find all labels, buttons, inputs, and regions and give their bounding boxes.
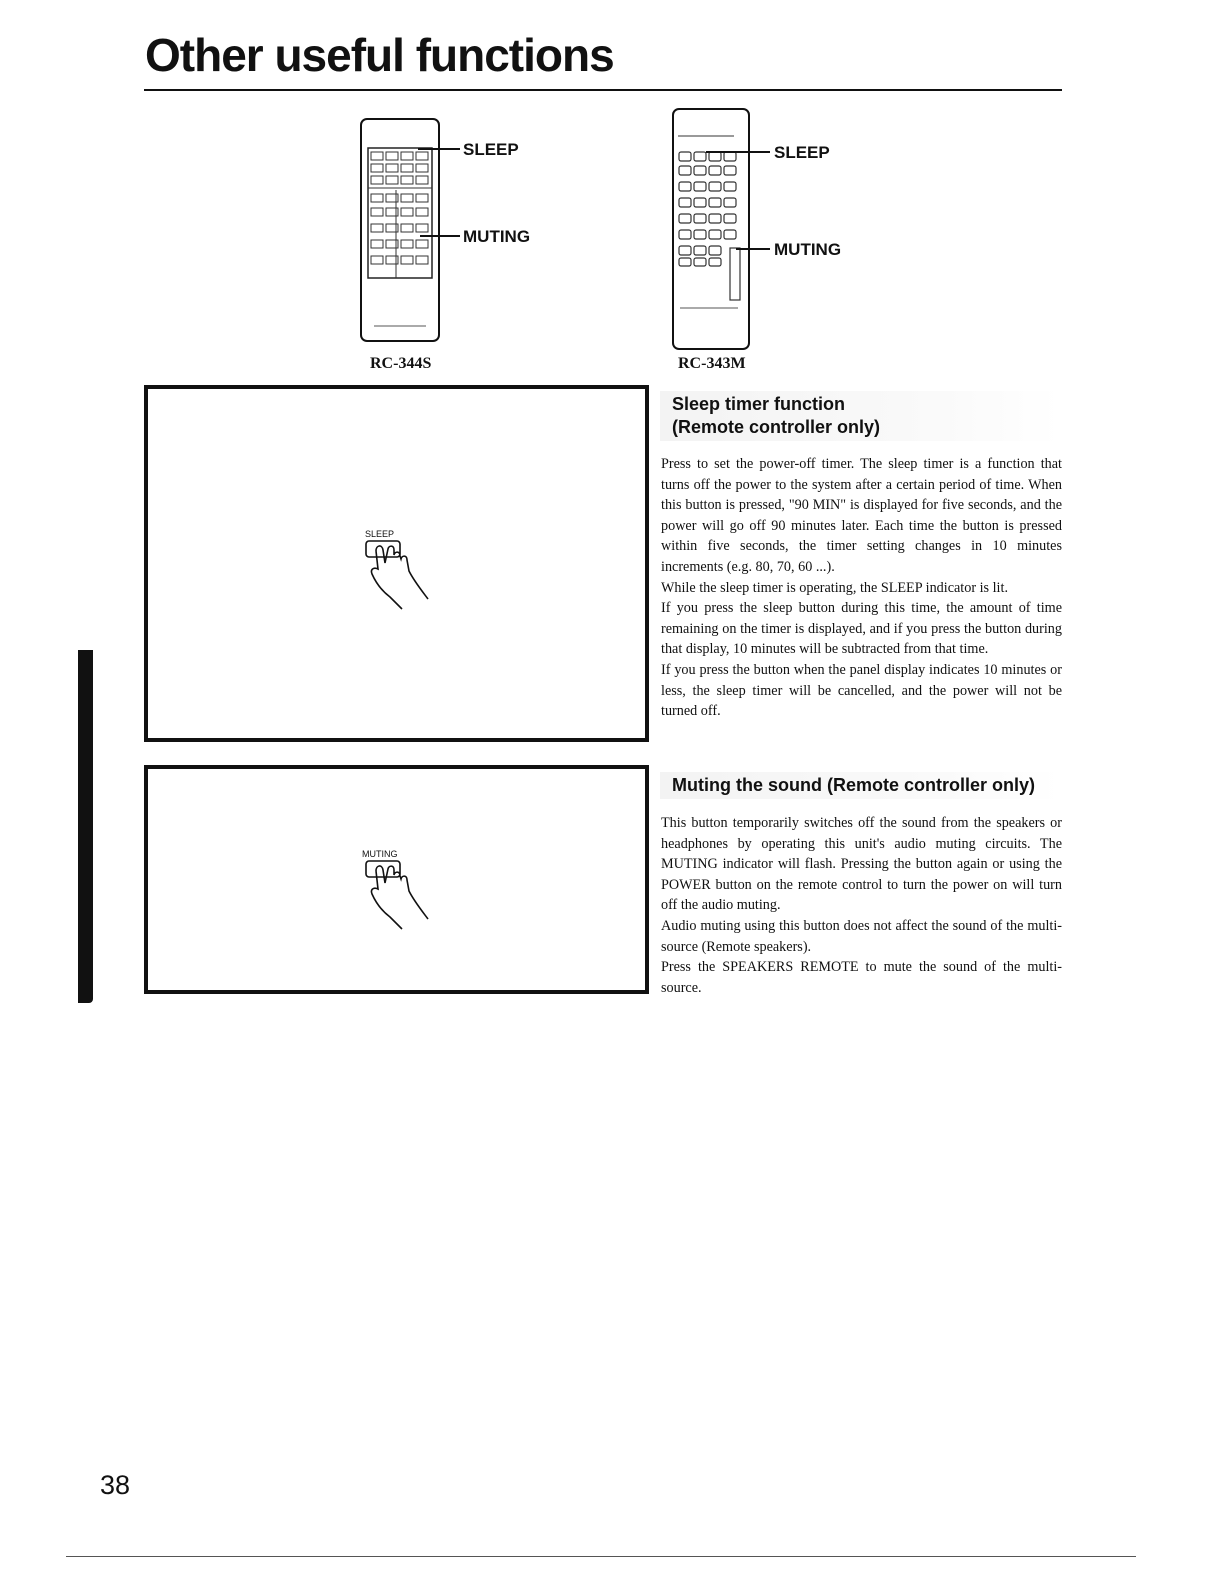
remote-illustration-rc343m [672,108,752,351]
paragraph: This button temporarily switches off the sound from the speakers or headphones by operating this unit's audio muting circuits. The MUTING indicator will flash. Pressing the button again or using the POWER button on the remote control to turn the power on will turn off the audio muting. [661,815,1062,914]
sleep-heading-line1: Sleep timer function [672,394,846,414]
hand-pressing-button-icon [364,539,434,611]
paragraph: If you press the button when the panel display indicates 10 minutes or less, the sleep timer will be cancelled, and the power will not be turned off. [661,661,1062,720]
title-rule [144,89,1062,91]
sleep-leader-line [706,151,770,153]
paragraph: While the sleep timer is operating, the SLEEP indicator is lit. [661,579,1008,596]
sleep-heading-line2: (Remote controller only) [672,417,881,437]
sleep-leader-line [418,148,460,150]
bottom-rule [66,1556,1136,1557]
sleep-callout: SLEEP [463,140,519,159]
muting-callout: MUTING [774,240,842,259]
remote-control-icon [672,108,752,351]
page-title: Other useful functions [145,29,614,81]
remote-illustration-rc344s [360,118,440,343]
sleep-illustration-box [144,385,649,742]
hand-pressing-button-icon [364,859,434,931]
muting-illustration-box [144,765,649,994]
sleep-callout: SLEEP [774,143,830,162]
sleep-section-body [661,454,1062,722]
paragraph: Audio muting using this button does not affect the sound of the multi-source (Remote speakers). [661,917,1062,955]
muting-button-label: MUTING [362,849,398,859]
muting-leader-line [736,248,770,250]
sleep-section-heading [660,391,1060,441]
remote-control-icon [360,118,440,343]
paragraph: If you press the sleep button during this time, the amount of time remaining on the timer is displayed, and if you press the button during that display, 10 minutes will be subtracted from that time. [661,600,1062,658]
muting-section-body [661,813,1062,998]
paragraph: Press the SPEAKERS REMOTE to mute the sound of the multi-source. [661,959,1062,996]
muting-section-heading: Muting the sound (Remote controller only) [660,772,1060,799]
chapter-tab-marker [78,650,93,1003]
model-label: RC-343M [678,355,746,372]
sleep-button-label: SLEEP [365,529,395,539]
muting-leader-line [420,235,460,237]
model-label: RC-344S [370,355,432,372]
page-number: 38 [100,1470,131,1500]
paragraph: Press to set the power-off timer. The sleep timer is a function that turns off the power to the system after a certain period of time. When this button is pressed, "90 MIN" is displayed for five seconds, and the power will go off 90 minutes later. Each time the button is pressed within five seconds, the timer setting changes in 10 minutes increments (e.g. 80, 70, 60 ...). [661,456,1062,575]
muting-callout: MUTING [463,227,531,246]
